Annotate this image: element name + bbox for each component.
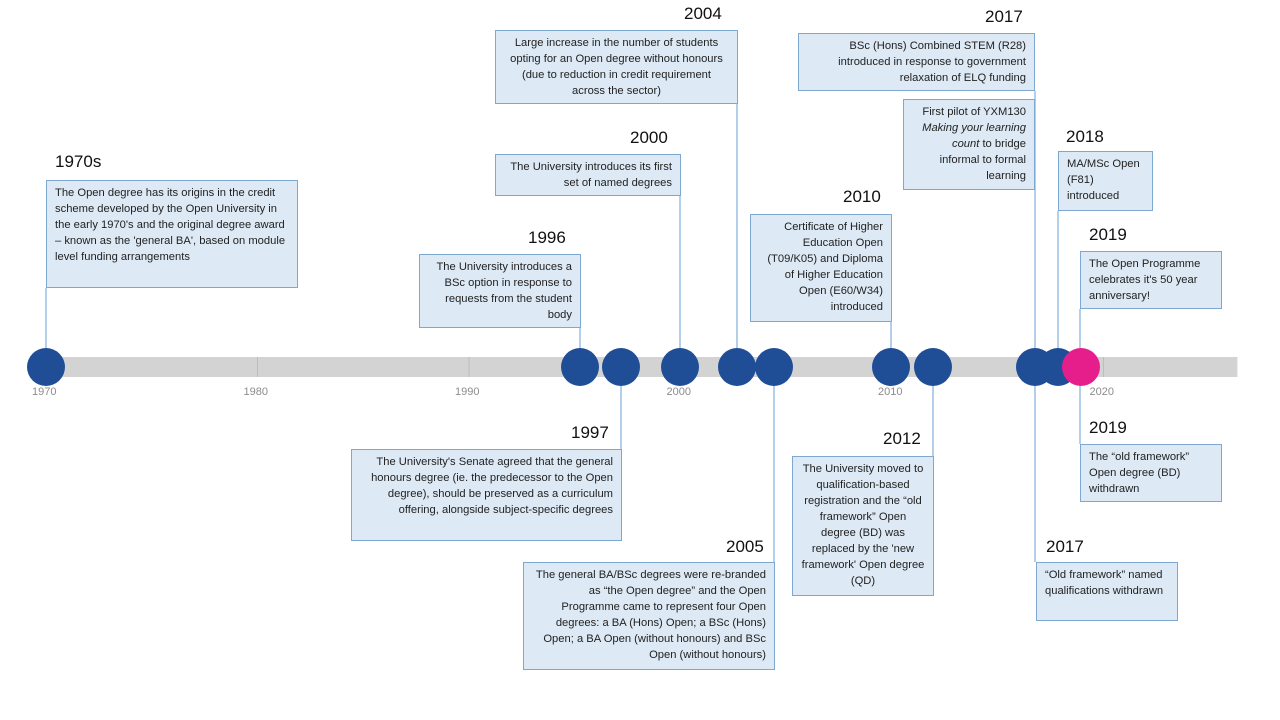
year-label-1996: 1996: [528, 228, 566, 247]
event-box-2017-withdrawn: “Old framework” named qualifications withdrawn: [1036, 562, 1178, 621]
event-box-2000: The University introduces its first set of named degrees: [495, 154, 681, 196]
milestone-dot-m1996: [561, 348, 599, 386]
year-label-2019-bd-withdrawn: 2019: [1089, 418, 1127, 437]
event-box-2012: The University moved to qualification-based registration and the “old framework” Open degree (BD) was replaced by the 'new framework' Open degree (QD): [792, 456, 934, 596]
milestone-dot-m2012: [914, 348, 952, 386]
event-box-1996: The University introduces a BSc option in response to requests from the student body: [419, 254, 581, 328]
milestone-dot-m2019a: [1062, 348, 1100, 386]
year-label-2012: 2012: [883, 429, 921, 448]
event-box-2017-stem: BSc (Hons) Combined STEM (R28) introduced in response to government relaxation of ELQ funding: [798, 33, 1035, 91]
event-box-2019-bd-withdrawn: The “old framework” Open degree (BD) withdrawn: [1080, 444, 1222, 502]
event-box-1970s: The Open degree has its origins in the credit scheme developed by the Open University in the early 1970's and the original degree award – known as the 'general BA', based on module level funding arrangements: [46, 180, 298, 288]
pilot-module-title: Making your learning count: [922, 122, 1026, 150]
milestone-dot-m2005: [755, 348, 793, 386]
event-box-1997: The University's Senate agreed that the general honours degree (ie. the predecessor to the Open degree), should be preserved as a curriculum offering, alongside subject-specific degrees: [351, 449, 622, 541]
year-label-1997: 1997: [571, 423, 609, 442]
milestone-dot-m2010: [872, 348, 910, 386]
milestone-dot-m1997: [602, 348, 640, 386]
axis-tick-label-2010: 2010: [878, 386, 903, 398]
axis-tick-label-1990: 1990: [455, 386, 480, 398]
pilot-text-post: to bridge informal to formal learning: [939, 138, 1026, 182]
event-box-2010: Certificate of Higher Education Open (T09/K05) and Diploma of Higher Education Open (E60/W34) introduced: [750, 214, 892, 322]
event-box-2018: MA/MSc Open (F81) introduced: [1058, 151, 1153, 211]
year-label-2018: 2018: [1066, 127, 1104, 146]
event-box-2019-anniversary: The Open Programme celebrates it's 50 year anniversary!: [1080, 251, 1222, 309]
event-box-2017-pilot: [903, 99, 1035, 190]
milestone-dot-m2000: [661, 348, 699, 386]
milestone-dot-m1970s: [27, 348, 65, 386]
year-label-2005: 2005: [726, 537, 764, 556]
event-box-2004: Large increase in the number of students opting for an Open degree without honours (due to reduction in credit requirement across the sector): [495, 30, 738, 104]
year-label-2004: 2004: [684, 4, 722, 23]
year-label-2017-withdrawn: 2017: [1046, 537, 1084, 556]
year-label-2017-stem: 2017: [985, 7, 1023, 26]
year-label-1970s: 1970s: [55, 152, 102, 171]
year-label-2019-anniversary: 2019: [1089, 225, 1127, 244]
event-box-2005: The general BA/BSc degrees were re-branded as “the Open degree” and the Open Programme came to represent four Open degrees: a BA (Hons) Open; a BSc (Hons) Open; a BA Open (without honours) and BSc Open (without honours): [523, 562, 775, 670]
axis-tick-label-2020: 2020: [1089, 386, 1114, 398]
milestone-dot-m2004: [718, 348, 756, 386]
year-label-2010: 2010: [843, 187, 881, 206]
year-label-2000: 2000: [630, 128, 668, 147]
axis-tick-label-1980: 1980: [243, 386, 268, 398]
pilot-text-pre: First pilot of YXM130: [922, 106, 1026, 118]
axis-tick-label-1970: 1970: [32, 386, 57, 398]
axis-tick-label-2000: 2000: [666, 386, 691, 398]
